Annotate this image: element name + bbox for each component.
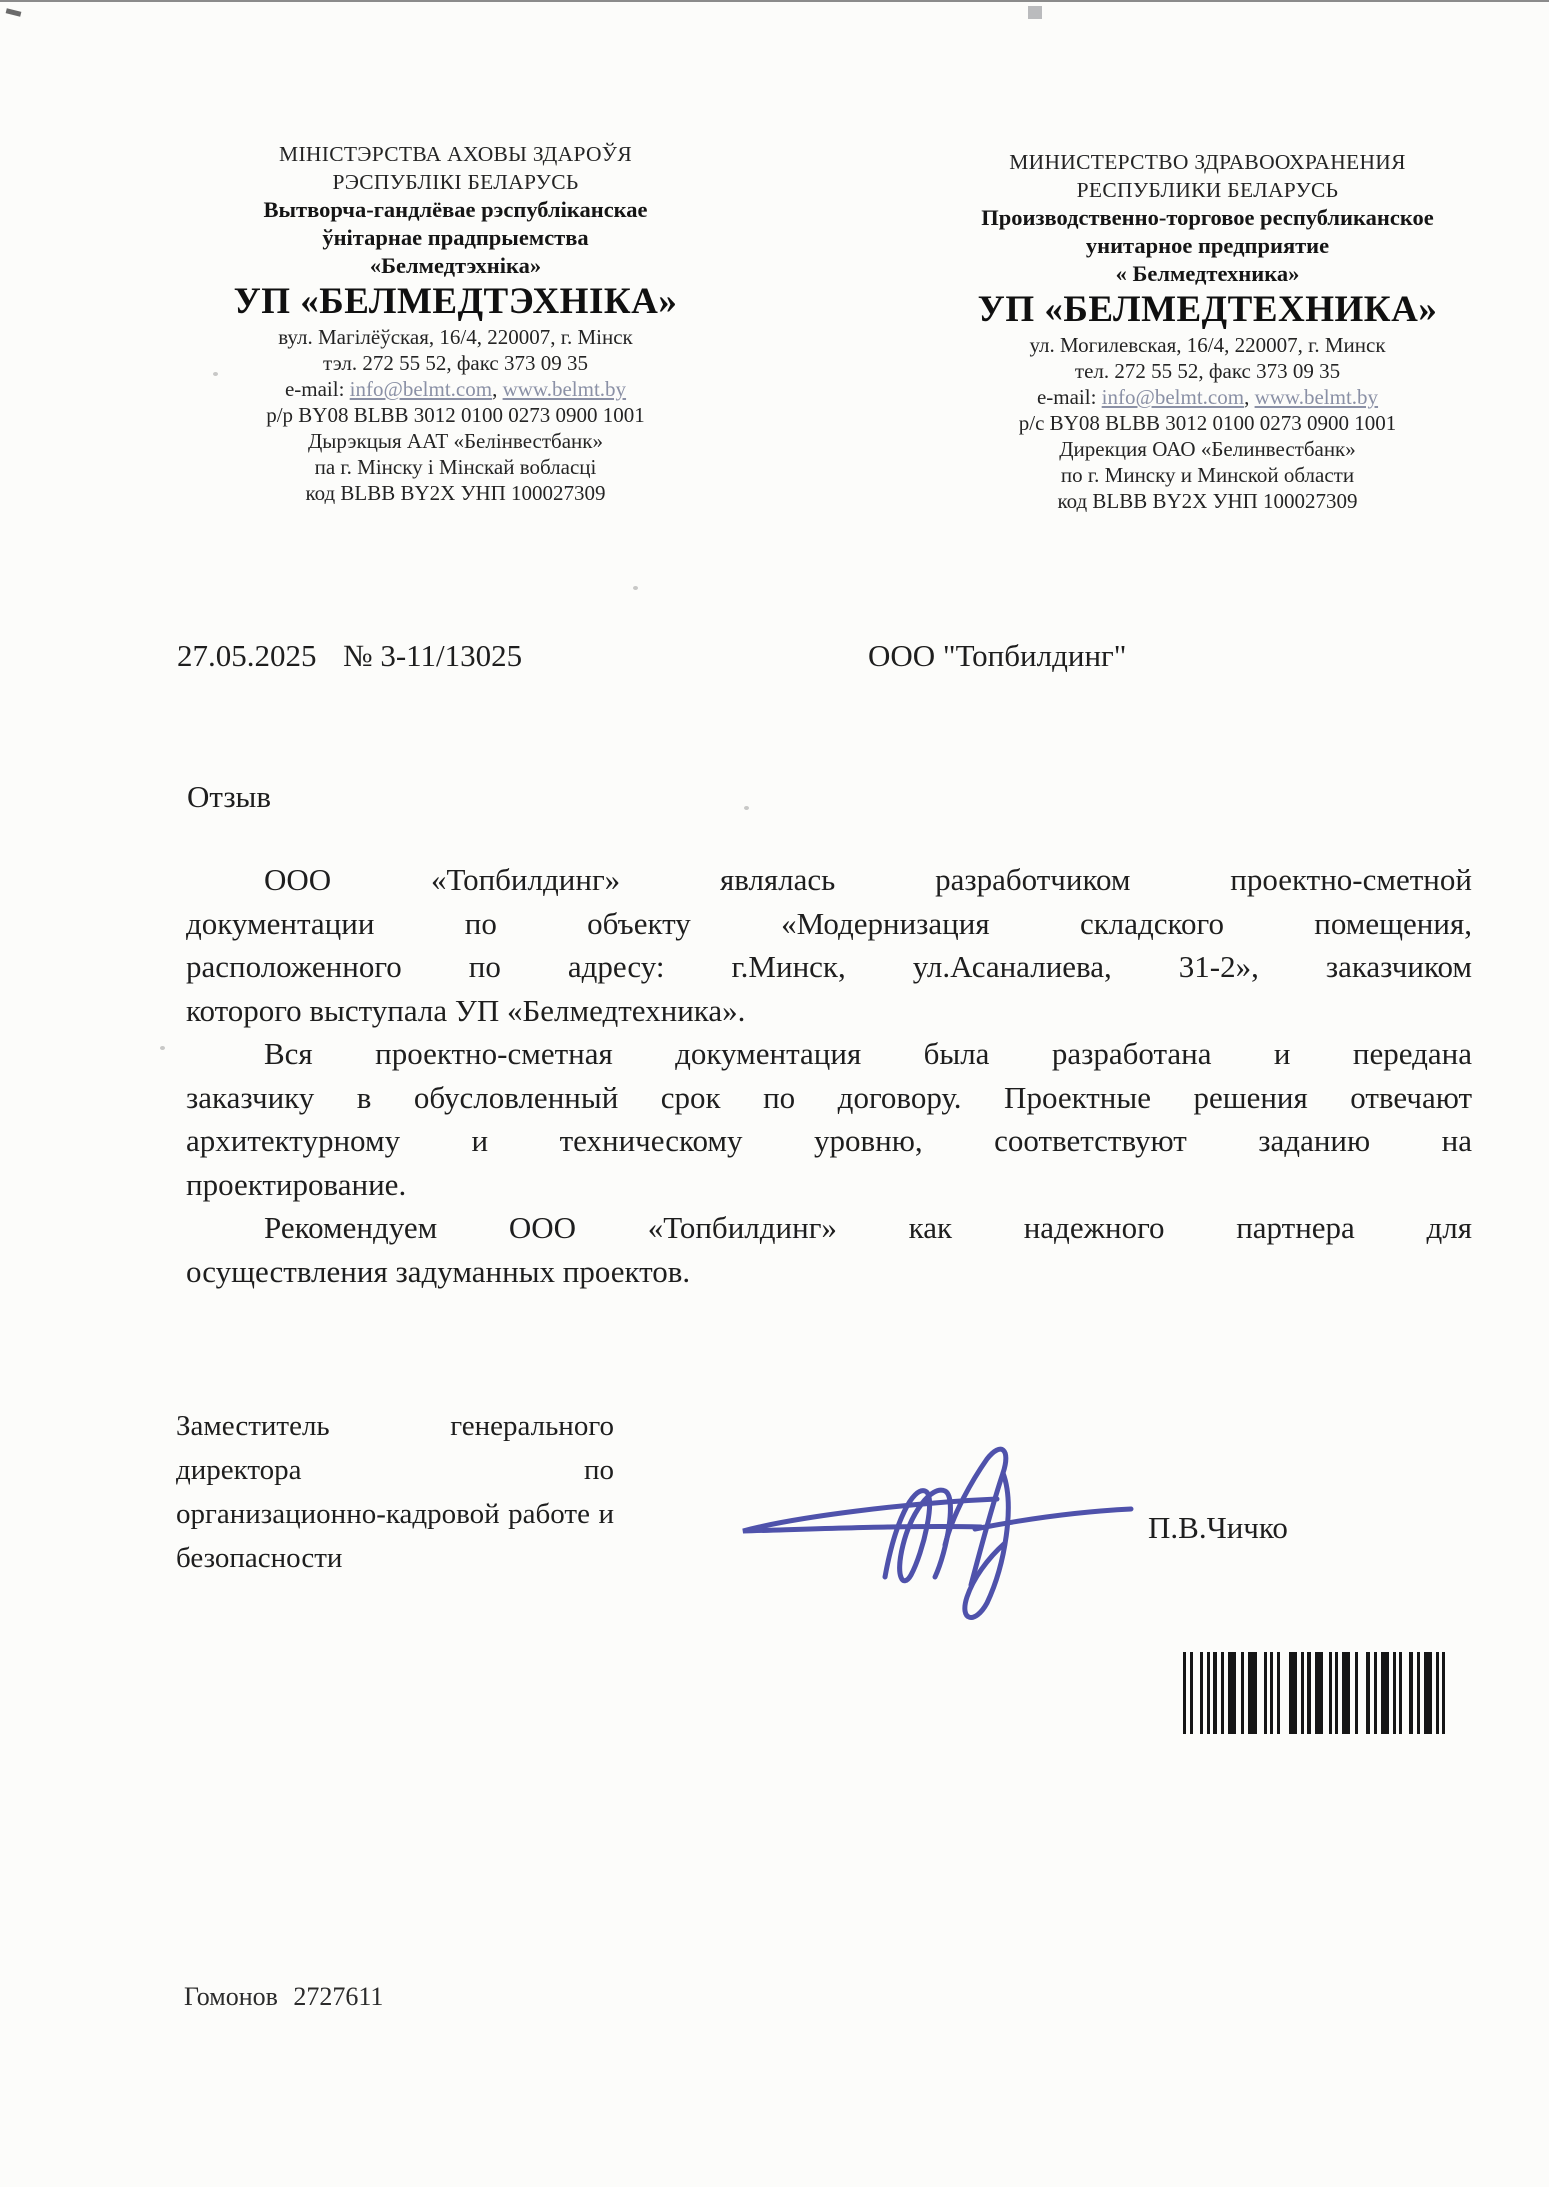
body-line: Вся проектно-сметная документация была разработана и передана	[264, 1036, 1472, 1071]
barcode-bar	[1399, 1652, 1402, 1734]
body-line: которого выступала УП «Белмедтехника».	[186, 992, 746, 1028]
body-line: архитектурному и техническому уровню, соответствуют заданию на	[186, 1123, 1472, 1158]
barcode-bar	[1228, 1652, 1236, 1734]
org-type-line: Производственно-торговое республиканское	[981, 205, 1434, 230]
barcode-bar	[1335, 1652, 1338, 1734]
company-name: УП «БЕЛМЕДТЕХНИКА»	[977, 289, 1438, 330]
separator: ,	[492, 377, 503, 401]
bank-code-line: код BLBB BY2X УНП 100027309	[1057, 489, 1358, 513]
bank-name-line: Дирекция ОАО «Белинвестбанк»	[1059, 437, 1356, 461]
barcode-bar	[1424, 1652, 1432, 1734]
signatory-title-line: безопасности	[176, 1542, 343, 1574]
ministry-line: МІНІСТЭРСТВА АХОВЫ ЗДАРОЎЯ	[279, 142, 632, 166]
handwritten-signature	[735, 1425, 1135, 1625]
email-label: e-mail:	[1036, 385, 1102, 409]
letter-body	[186, 858, 1472, 1293]
org-type-line: ўнітарнае прадпрыемства	[322, 225, 589, 250]
scan-gray-square	[1028, 6, 1042, 19]
letterhead-russian	[950, 148, 1465, 514]
scan-edge-line	[0, 0, 1549, 2]
barcode-bar	[1200, 1652, 1203, 1734]
barcode-bar	[1409, 1652, 1413, 1734]
barcode-bar	[1315, 1652, 1323, 1734]
website-url: www.belmt.by	[1254, 385, 1379, 409]
email-address: info@belmt.com	[349, 377, 493, 401]
body-line: заказчику в обусловленный срок по договору. Проектные решения отвечают	[186, 1079, 1472, 1115]
scan-mark	[6, 8, 22, 16]
letter-title: Отзыв	[187, 779, 272, 814]
barcode-bar	[1442, 1652, 1445, 1734]
barcode-bar	[1183, 1652, 1186, 1734]
phone-line: тэл. 272 55 52, факс 373 09 35	[323, 351, 588, 375]
reference-line	[0, 638, 1549, 682]
barcode-bar	[1241, 1652, 1244, 1734]
barcode-bar	[1417, 1652, 1420, 1734]
ministry-line: РЕСПУБЛИКИ БЕЛАРУСЬ	[1076, 178, 1339, 202]
signatory-title-line: организационно-кадровой работе и	[176, 1498, 614, 1530]
barcode-bar	[1342, 1652, 1350, 1734]
body-line: Рекомендуем ООО «Топбилдинг» как надежного партнера для	[264, 1210, 1472, 1245]
body-line: документации по объекту «Модернизация складского помещения,	[186, 905, 1472, 941]
barcode-bar	[1207, 1652, 1210, 1734]
barcode-bar	[1329, 1652, 1332, 1734]
phone-line: тел. 272 55 52, факс 373 09 35	[1074, 359, 1341, 383]
scan-speck	[160, 1046, 165, 1050]
barcode-bar	[1289, 1652, 1297, 1734]
barcode-bar	[1213, 1652, 1217, 1734]
org-name-quoted: « Белмедтехника»	[1115, 261, 1300, 286]
ministry-line: МИНИСТЕРСТВО ЗДРАВООХРАНЕНИЯ	[1009, 150, 1406, 174]
bank-code-line: код BLBB BY2X УНП 100027309	[305, 481, 606, 505]
letter-date: 27.05.2025	[177, 638, 317, 673]
address-line: ул. Могилевская, 16/4, 220007, г. Минск	[1029, 333, 1386, 357]
org-type-line: Вытворча-гандлёвае рэспубліканскае	[263, 197, 648, 222]
bank-region-line: па г. Мінску і Мінскай вобласці	[314, 455, 597, 479]
barcode-bar	[1374, 1652, 1377, 1734]
org-name-quoted: «Белмедтэхніка»	[369, 253, 542, 278]
barcode-bar	[1355, 1652, 1358, 1734]
barcode-bar	[1190, 1652, 1193, 1734]
signatory-name: П.В.Чичко	[1148, 1510, 1288, 1545]
scan-speck	[744, 806, 749, 810]
letterhead-belarusian	[198, 140, 713, 506]
signatory-title-line: Заместитель генерального директора по	[176, 1410, 614, 1486]
address-line: вул. Магілёўская, 16/4, 220007, г. Мінск	[278, 325, 633, 349]
body-line: осуществления задуманных проектов.	[186, 1253, 691, 1289]
ministry-line: РЭСПУБЛІКІ БЕЛАРУСЬ	[332, 170, 579, 194]
website-url: www.belmt.by	[502, 377, 627, 401]
bank-name-line: Дырэкцыя ААТ «Белінвестбанк»	[307, 429, 603, 453]
email-address: info@belmt.com	[1101, 385, 1245, 409]
barcode-bar	[1301, 1652, 1304, 1734]
barcode-bar	[1264, 1652, 1267, 1734]
barcode-bar	[1270, 1652, 1273, 1734]
company-name: УП «БЕЛМЕДТЭХНІКА»	[233, 281, 678, 322]
org-type-line: унитарное предприятие	[1085, 233, 1330, 258]
email-line	[950, 384, 1465, 410]
body-line: ООО «Топбилдинг» являлась разработчиком проектно-сметной	[264, 862, 1472, 897]
signatory-title	[176, 1404, 614, 1580]
bank-account-line: р/с BY08 BLBB 3012 0100 0273 0900 1001	[1018, 411, 1397, 435]
barcode-bar	[1277, 1652, 1280, 1734]
letter-number: № 3-11/13025	[343, 638, 523, 673]
barcode-bar	[1436, 1652, 1439, 1734]
barcode-bar	[1381, 1652, 1389, 1734]
email-line	[198, 376, 713, 402]
bank-account-line: р/р BY08 BLBB 3012 0100 0273 0900 1001	[266, 403, 645, 427]
barcode-bar	[1393, 1652, 1396, 1734]
barcode	[1183, 1652, 1445, 1734]
barcode-bar	[1366, 1652, 1370, 1734]
executor-note: Гомонов 2727611	[184, 1982, 384, 2011]
scan-speck	[633, 586, 638, 590]
body-line: проектирование.	[186, 1166, 407, 1202]
barcode-bar	[1248, 1652, 1257, 1734]
barcode-bar	[1307, 1652, 1311, 1734]
separator: ,	[1244, 385, 1255, 409]
barcode-bar	[1221, 1652, 1224, 1734]
email-label: e-mail:	[284, 377, 350, 401]
body-line: расположенного по адресу: г.Минск, ул.Асаналиева, 31-2», заказчиком	[186, 949, 1472, 984]
recipient: ООО "Топбилдинг"	[868, 638, 1127, 673]
bank-region-line: по г. Минску и Минской области	[1060, 463, 1355, 487]
